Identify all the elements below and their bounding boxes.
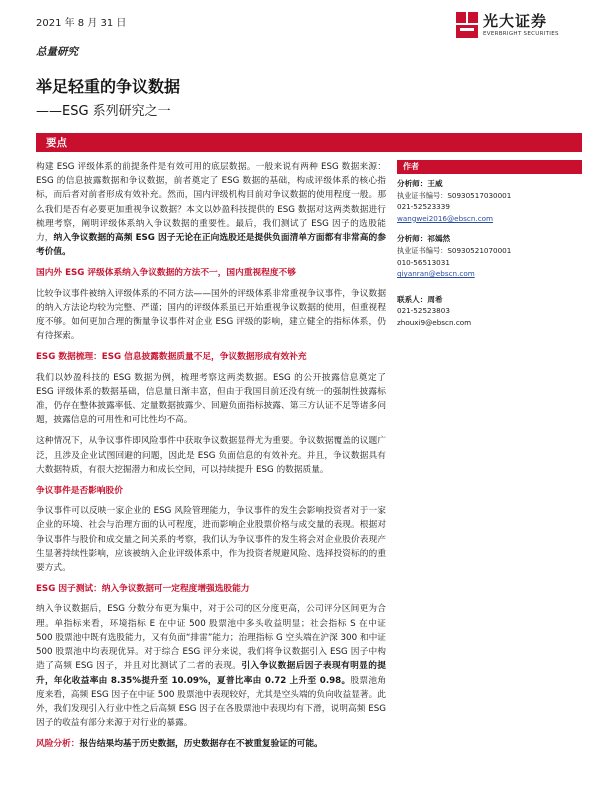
- heading-factor-test: ESG 因子测试：纳入争议数据可一定程度增强选股能力: [36, 584, 250, 595]
- contact-name: 联系人：周希: [397, 294, 443, 304]
- summary-section-title: 要点: [46, 137, 67, 149]
- paragraph-methods: 比较争议事件被纳入评级体系的不同方法——国外的评级体系非常重视争议事件，争议数据的纳入方法论均较为完整、严谨；国内的评级体系虽已开始重视争议数据的使用，但重视程度不够。如何更加合理的衡量争议事件对企业 ESG 评级的影响，建立健全的指标体系，仍有待探索。: [36, 288, 386, 342]
- heading-data-review: ESG 数据梳理：ESG 信息披露数据质量不足，争议数据形成有效补充: [36, 352, 307, 363]
- analyst-name: 分析师：王威: [397, 179, 443, 188]
- risk-label: 风险分析：: [36, 739, 80, 750]
- paragraph-data-review: 我们以妙盈科技的 ESG 数据为例，梳理考察这两类数据。ESG 的公开披露信息奠定了 ESG 评级体系的数据基础，信息量日渐丰富，但由于我国目前还没有统一的强制性披露标准，仍存在整体披露率低、定量数据披露少、回避负面指标披露、第三方认证不足等诸多问题，披露信息的可用性和可比性均不高。: [36, 372, 386, 426]
- report-subtitle: ——ESG 系列研究之一: [36, 104, 171, 119]
- highlight-factor-result: 引入争议数据后因子表现有明显的提升，年化收益率由 8.35%提升至 10.09%，夏普比率由 0.72 上升至 0.98。: [36, 661, 386, 686]
- analyst-email-link[interactable]: qiyanran@ebscn.com: [397, 269, 475, 279]
- author-sidebar-title: 作者: [397, 160, 582, 174]
- contact-card: [397, 294, 582, 329]
- analyst-cert: 执业证书编号：S0930521070001: [397, 245, 512, 255]
- logo-english-name: EVERBRIGHT SECURITIES: [483, 31, 559, 37]
- report-category: 总量研究: [36, 46, 78, 58]
- analyst-card: [397, 178, 582, 224]
- analyst-email-link[interactable]: wangwei2016@ebscn.com: [397, 213, 494, 223]
- report-title: 举足轻重的争议数据: [36, 77, 181, 96]
- paragraph-factor-test: 纳入争议数据后，ESG 分数分布更为集中，对于公司的区分度更高，公司评分区间更为合理。单指标来看，环境指标 E 在中证 500 股票池中多头收益明显；社会指标 S 在中证 500 股票池中既有选股能力，又有负面“排雷”能力；治理指标 G 空头端在沪深 300 和中证 500 股票池中均表现优异。对于综合 ESG 评分来说，我们将争议数据引入 ESG 因子中构造了高频 ESG 因子，并且对比测试了二者的表现。引入争议数据后因子表现有明显的提升，年化收益率由 8.35%提升至 10.09%，夏普比率由 0.72 上升至 0.98。股票池角度来看，高频 ESG 因子在中证 500 股票池中表现较好，尤其是空头端的负向收益显著。此外，我们发现引入行业中性之后高频 ESG 因子在各股票池中表现均有下滑，说明高频 ESG 因子的收益有部分来源于对行业的暴露。: [36, 604, 386, 729]
- logo-mark-icon: [456, 12, 478, 38]
- author-sidebar: [397, 160, 582, 338]
- contact-email: zhouxi9@ebscn.com: [397, 317, 472, 327]
- analyst-cert: 执业证书编号：S0930517030001: [397, 190, 512, 200]
- main-body: [36, 160, 386, 759]
- paragraph-intro: 构建 ESG 评级体系的前提条件是有效可用的底层数据。一般来说有两种 ESG 数据来源：ESG 的信息披露数据和争议数据，前者奠定了 ESG 数据的基础，构成评级体系的核心指标，而后者对前者形成有效补充。然而，国内评级机构目前对争议数据的使用程度一般。那么我们是否有必要更加重视争议数据？本文以妙盈科技提供的 ESG 数据对这两类数据进行梳理考察，阐明评级体系纳入争议数据的重要性。最后，我们测试了 ESG 因子的选股能力，纳入争议数据的高频 ESG 因子无论在正向选股还是提供负面清单方面都有非常高的参考价值。: [36, 162, 387, 258]
- paragraph-stock-price: 争议事件可以反映一家企业的 ESG 风险管理能力，争议事件的发生会影响投资者对于一家企业的环境、社会与治理方面的认可程度，进而影响企业股票价格与成交量的表现。根据对争议事件与股价和成交量之间关系的考察，我们认为争议事件的发生将会对企业股价表现产生显著持续性影响，应该被纳入企业评级体系中，作为投资者规避风险、选择投资标的的重要方式。: [36, 506, 386, 574]
- summary-section-bar: [36, 133, 582, 152]
- highlight-conclusion: 纳入争议数据的高频 ESG 因子无论在正向选股还是提供负面清单方面都有非常高的参考价值。: [36, 233, 387, 258]
- analyst-name: 分析师：祁嫣然: [397, 234, 451, 244]
- risk-text: 报告结果均基于历史数据，历史数据存在不被重复验证的可能。: [79, 739, 323, 750]
- risk-analysis: [36, 737, 386, 751]
- analyst-card: [397, 233, 582, 279]
- analyst-phone: 021-52523339: [397, 202, 450, 212]
- contact-phone: 021-52523803: [397, 306, 450, 316]
- heading-stock-price: 争议事件是否影响股价: [36, 486, 123, 497]
- heading-methods: 国内外 ESG 评级体系纳入争议数据的方法不一，国内重视程度不够: [36, 268, 296, 279]
- company-logo: [456, 8, 596, 42]
- analyst-phone: 010-56513031: [397, 257, 450, 267]
- report-date: 2021 年 8 月 31 日: [36, 18, 127, 29]
- logo-chinese-name: 光大证券: [483, 12, 548, 30]
- paragraph-controversy-value: 这种情况下，从争议事件即风险事件中获取争议数据显得尤为重要。争议数据覆盖的议题广泛，且涉及企业试图回避的问题，因此是 ESG 负面信息的有效补充。并且，争议数据具有大数据特质，有很大挖掘潜力和成长空间，可以持续提升 ESG 的数据质量。: [36, 436, 386, 475]
